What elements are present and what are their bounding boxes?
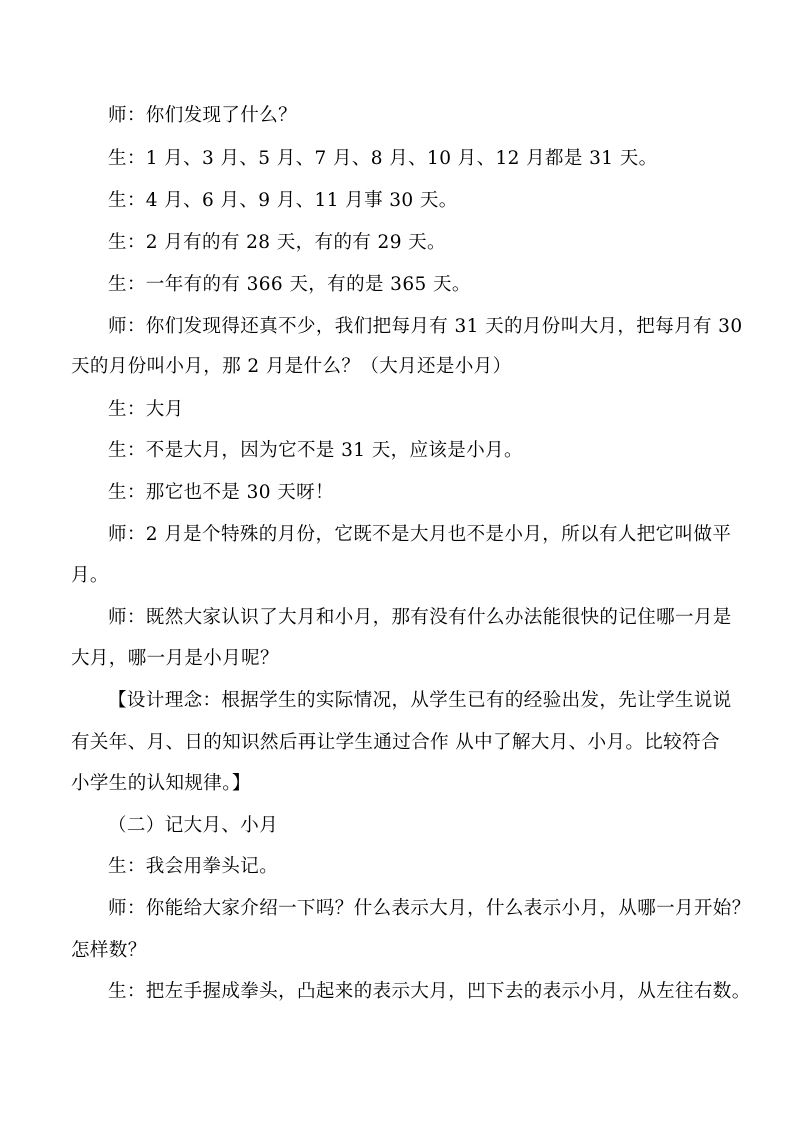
paragraph-line-11: 师：2 月是个特殊的月份，它既不是大月也不是小月，所以有人把它叫做平	[108, 524, 732, 545]
paragraph-line-1: 师：你们发现了什么？	[108, 105, 298, 126]
paragraph-line-20: 师：你能给大家介绍一下吗？什么表示大月，什么表示小月，从哪一月开始？	[108, 898, 751, 919]
paragraph-line-19: 生：我会用拳头记。	[108, 856, 279, 877]
paragraph-line-4: 生：2 月有的有 28 天，有的有 29 天。	[108, 232, 446, 253]
design-note-line-2: 有关年、月、日的知识然后再让学生通过合作 从中了解大月、小月。比较符合	[71, 732, 720, 753]
paragraph-line-6: 师：你们发现得还真不少，我们把每月有 31 天的月份叫大月，把每月有 30	[108, 316, 743, 337]
paragraph-line-13: 师：既然大家认识了大月和小月，那有没有什么办法能很快的记住哪一月是	[108, 607, 732, 628]
paragraph-line-22: 生：把左手握成拳头，凸起来的表示大月，凹下去的表示小月，从左往右数。	[108, 981, 751, 1002]
paragraph-line-3: 生：4 月、6 月、9 月、11 月事 30 天。	[108, 190, 458, 211]
paragraph-line-10: 生：那它也不是 30 天呀！	[108, 482, 334, 503]
paragraph-line-5: 生：一年有的有 366 天，有的是 365 天。	[108, 274, 471, 295]
design-note-line-1: 【设计理念：根据学生的实际情况，从学生已有的经验出发，先让学生说说	[108, 690, 732, 711]
paragraph-line-14: 大月，哪一月是小月呢？	[71, 648, 279, 669]
paragraph-line-8: 生：大月	[108, 399, 184, 420]
paragraph-line-21: 怎样数？	[71, 940, 147, 961]
paragraph-line-7: 天的月份叫小月，那 2 月是什么？（大月还是小月）	[71, 356, 512, 377]
design-note-line-3: 小学生的认知规律。】	[71, 773, 251, 794]
paragraph-line-12: 月。	[71, 565, 109, 586]
paragraph-line-9: 生：不是大月，因为它不是 31 天，应该是小月。	[108, 440, 523, 461]
section-heading: （二）记大月、小月	[108, 815, 279, 836]
paragraph-line-2: 生：1 月、3 月、5 月、7 月、8 月、10 月、12 月都是 31 天。	[108, 148, 658, 169]
